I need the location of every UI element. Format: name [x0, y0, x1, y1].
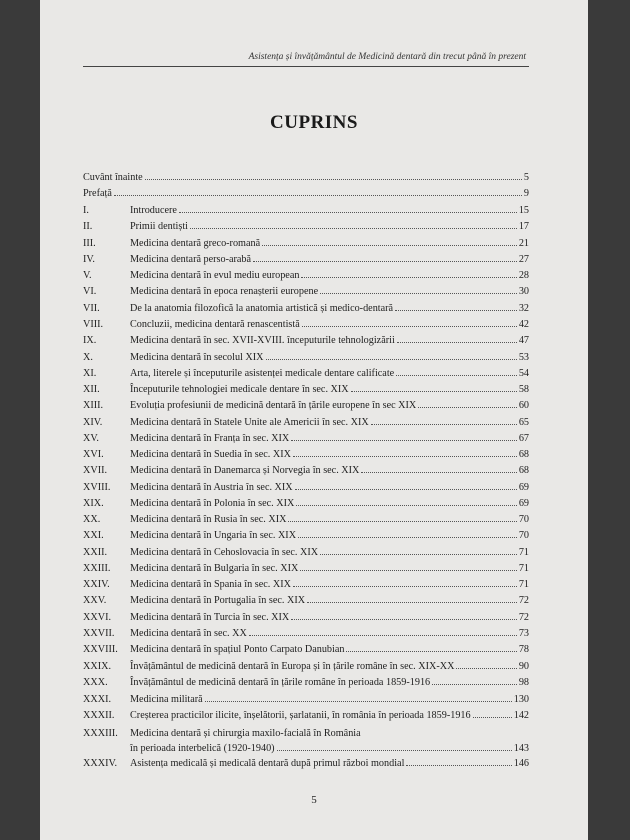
toc-entry-title: Medicina dentară în Cehoslovacia în sec. XIX — [130, 547, 319, 558]
toc-entry-number: VII. — [83, 303, 100, 314]
toc-entry-title: Medicina dentară în sec. XVII-XVIII. începuturile tehnologizării — [130, 335, 395, 346]
toc-entry-number: V. — [83, 270, 92, 281]
toc-entry-page: 71 — [518, 547, 529, 558]
toc-entry-page: 54 — [518, 368, 529, 379]
toc-leader-dots — [291, 619, 517, 620]
toc-entry-title: Creșterea practicilor ilicite, înșelătorii, șarlatanii, în românia în perioada 1859-1916 — [130, 710, 471, 721]
toc-entry — [83, 234, 529, 249]
toc-entry-page: 27 — [518, 254, 529, 265]
toc-entry-title: Primii dentiști — [130, 221, 189, 232]
toc-entry-title: Medicina dentară în Bulgaria în sec. XIX — [130, 563, 299, 574]
toc-entry — [83, 559, 529, 574]
toc-entry — [83, 510, 529, 525]
toc-entry-number: XXIV. — [83, 579, 110, 590]
toc-entry-page: 42 — [518, 319, 529, 330]
toc-entry — [83, 526, 529, 541]
toc-entry-page: 78 — [518, 644, 529, 655]
toc-entry-title: Concluzii, medicina dentară renascentistă — [130, 319, 300, 330]
toc-leader-dots — [288, 521, 516, 522]
toc-entry-number: XXXI. — [83, 694, 112, 705]
toc-leader-dots — [397, 342, 517, 343]
toc-entry-page: 73 — [518, 628, 529, 639]
toc-leader-dots — [205, 701, 512, 702]
toc-entry-title: Medicina dentară în Statele Unite ale Americii în sec. XIX — [130, 417, 369, 428]
toc-entry — [83, 266, 529, 281]
toc-leader-dots — [320, 293, 517, 294]
toc-entry-number: XIV. — [83, 417, 103, 428]
toc-entry-page: 58 — [518, 384, 529, 395]
toc-entry-page: 17 — [518, 221, 529, 232]
toc-entry-title: Medicina dentară greco-romană — [130, 238, 261, 249]
toc-entry-title: Medicina dentară în secolul XIX — [130, 352, 264, 363]
toc-entry-page: 71 — [518, 579, 529, 590]
toc-entry-title: Medicina dentară în Turcia în sec. XIX — [130, 612, 290, 623]
toc-entry — [83, 201, 529, 216]
toc-entry-number: VIII. — [83, 319, 104, 330]
toc-entry-page: 90 — [518, 661, 529, 672]
toc-leader-dots — [262, 245, 517, 246]
toc-entry-number: II. — [83, 221, 93, 232]
toc-entry-page: 60 — [518, 400, 529, 411]
toc-entry — [83, 282, 529, 297]
toc-entry-title: Medicina dentară în epoca renașterii europene — [130, 286, 319, 297]
toc-entry — [83, 724, 529, 739]
toc-entry-title-continued: în perioada interbelică (1920-1940) — [130, 743, 275, 754]
toc-leader-dots — [396, 375, 517, 376]
toc-entry — [83, 673, 529, 688]
book-page — [40, 0, 588, 840]
toc-entry-title: Medicina dentară și chirurgia maxilo-facială în România — [130, 728, 361, 739]
toc-leader-dots — [277, 750, 512, 751]
toc-entry-number: X. — [83, 352, 93, 363]
toc-entry-page: 70 — [518, 514, 529, 525]
page-number: 5 — [311, 794, 317, 806]
toc-entry-title: Medicina dentară în evul mediu european — [130, 270, 300, 281]
toc-leader-dots — [249, 635, 517, 636]
toc-entry-page: 68 — [518, 449, 529, 460]
toc-entry-continuation — [83, 739, 529, 754]
toc-entry-number: XXI. — [83, 530, 104, 541]
toc-leader-dots — [346, 651, 516, 652]
toc-entry-number: XXIX. — [83, 661, 112, 672]
toc-entry-title: Medicina dentară în Danemarca și Norvegia în sec. XIX — [130, 465, 360, 476]
toc-entry-page: 69 — [518, 482, 529, 493]
toc-leader-dots — [253, 261, 517, 262]
toc-entry-number: XXII. — [83, 547, 108, 558]
toc-entry — [83, 706, 529, 721]
toc-entry-number: XXXII. — [83, 710, 115, 721]
toc-entry — [83, 315, 529, 330]
toc-entry-page: 53 — [518, 352, 529, 363]
toc-entry-number: XI. — [83, 368, 97, 379]
toc-entry-page: 68 — [518, 465, 529, 476]
toc-leader-dots — [418, 407, 517, 408]
toc-entry — [83, 299, 529, 314]
toc-leader-dots — [296, 505, 516, 506]
toc-entry-title: De la anatomia filozofică la anatomia artistică și medico-dentară — [130, 303, 394, 314]
toc-entry-number: XXVII. — [83, 628, 115, 639]
toc-entry-number: XXIII. — [83, 563, 111, 574]
toc-entry-number: I. — [83, 205, 89, 216]
toc-entry — [83, 624, 529, 639]
toc-entry — [83, 217, 529, 232]
toc-entry-page: 142 — [513, 710, 529, 721]
toc-entry-page: 5 — [523, 172, 529, 183]
toc-entry — [83, 543, 529, 558]
toc-entry-title: Medicina dentară în Spania în sec. XIX — [130, 579, 291, 590]
toc-entry — [83, 168, 529, 183]
running-header: Asistența și învățământul de Medicină dentară din trecut până în prezent — [248, 52, 526, 62]
toc-leader-dots — [320, 554, 517, 555]
toc-entry-page: 98 — [518, 677, 529, 688]
toc-leader-dots — [179, 212, 517, 213]
toc-entry — [83, 608, 529, 623]
toc-entry-page: 143 — [513, 743, 529, 754]
toc-entry — [83, 494, 529, 509]
toc-leader-dots — [406, 765, 511, 766]
toc-entry-number: XVII. — [83, 465, 108, 476]
toc-entry-page: 65 — [518, 417, 529, 428]
toc-entry — [83, 380, 529, 395]
toc-entry-title: Medicina militară — [130, 694, 203, 705]
toc-entry-number: XV. — [83, 433, 99, 444]
toc-entry-title: Prefață — [83, 188, 112, 199]
toc-entry-number: III. — [83, 238, 96, 249]
toc-entry-title: Medicina dentară în sec. XX — [130, 628, 247, 639]
toc-entry-title: Medicina dentară în Rusia în sec. XIX — [130, 514, 287, 525]
toc-entry-number: XXVIII. — [83, 644, 118, 655]
toc-leader-dots — [145, 179, 522, 180]
toc-entry-page: 72 — [518, 595, 529, 606]
toc-entry-number: XXVI. — [83, 612, 112, 623]
toc-leader-dots — [295, 489, 517, 490]
toc-leader-dots — [351, 391, 517, 392]
toc-entry — [83, 754, 529, 769]
toc-entry-title: Medicina dentară în Franța în sec. XIX — [130, 433, 290, 444]
toc-entry-page: 30 — [518, 286, 529, 297]
toc-entry-page: 70 — [518, 530, 529, 541]
toc-entry-number: XVI. — [83, 449, 104, 460]
toc-leader-dots — [190, 228, 517, 229]
toc-leader-dots — [291, 440, 517, 441]
toc-entry-number: XXXIV. — [83, 758, 118, 769]
toc-entry-number: VI. — [83, 286, 97, 297]
toc-entry — [83, 640, 529, 655]
toc-entry-title: Asistența medicală și medicală dentară după primul război mondial — [130, 758, 405, 769]
toc-entry-page: 71 — [518, 563, 529, 574]
toc-entry-title: Introducere — [130, 205, 177, 216]
toc-entry-number: XIX. — [83, 498, 104, 509]
toc-entry — [83, 364, 529, 379]
toc-entry-page: 21 — [518, 238, 529, 249]
toc-leader-dots — [298, 537, 517, 538]
toc-entry-page: 28 — [518, 270, 529, 281]
toc-leader-dots — [114, 195, 522, 196]
toc-entry — [83, 348, 529, 363]
toc-entry — [83, 461, 529, 476]
toc-entry-page: 67 — [518, 433, 529, 444]
toc-entry — [83, 478, 529, 493]
toc-entry — [83, 396, 529, 411]
toc-leader-dots — [432, 684, 517, 685]
toc-entry-number: XII. — [83, 384, 100, 395]
toc-entry — [83, 184, 529, 199]
toc-entry-title: Medicina dentară în spațiul Ponto Carpato Danubian — [130, 644, 345, 655]
toc-entry-page: 47 — [518, 335, 529, 346]
toc-entry — [83, 413, 529, 428]
toc-entry — [83, 575, 529, 590]
toc-entry — [83, 331, 529, 346]
toc-leader-dots — [307, 602, 517, 603]
toc-entry-page: 15 — [518, 205, 529, 216]
toc-entry-page: 146 — [513, 758, 529, 769]
toc-entry-page: 32 — [518, 303, 529, 314]
toc-entry-page: 69 — [518, 498, 529, 509]
toc-entry-title: Arta, literele și începuturile asistenței medicale dentare calificate — [130, 368, 395, 379]
toc-entry-title: Medicina dentară în Austria în sec. XIX — [130, 482, 293, 493]
toc-entry-number: XX. — [83, 514, 101, 525]
toc-entry-page: 130 — [513, 694, 529, 705]
toc-entry-number: XXX. — [83, 677, 108, 688]
toc-leader-dots — [456, 668, 516, 669]
toc-entry-page: 9 — [523, 188, 529, 199]
header-rule — [83, 66, 529, 67]
toc-entry-number: IX. — [83, 335, 97, 346]
toc-entry — [83, 591, 529, 606]
toc-leader-dots — [302, 326, 517, 327]
toc-entry — [83, 690, 529, 705]
toc-leader-dots — [371, 424, 517, 425]
toc-entry — [83, 657, 529, 672]
toc-leader-dots — [395, 310, 517, 311]
toc-entry — [83, 429, 529, 444]
toc-leader-dots — [300, 570, 516, 571]
toc-leader-dots — [301, 277, 516, 278]
toc-entry-title: Medicina dentară în Suedia în sec. XIX — [130, 449, 291, 460]
toc-leader-dots — [361, 472, 516, 473]
toc-leader-dots — [266, 359, 517, 360]
toc-entry-title: Începuturile tehnologiei medicale dentare în sec. XIX — [130, 384, 349, 395]
toc-entry-title: Învățământul de medicină dentară în Europa și în țările române în sec. XIX-XX — [130, 661, 455, 672]
toc-leader-dots — [293, 456, 517, 457]
toc-entry-title: Învățământul de medicină dentară în țările române în perioada 1859-1916 — [130, 677, 431, 688]
toc-entry-title: Cuvânt înainte — [83, 172, 143, 183]
toc-entry-title: Medicina dentară perso-arabă — [130, 254, 252, 265]
toc-entry-title: Evoluția profesiunii de medicină dentară în țările europene în sec XIX — [130, 400, 417, 411]
toc-entry-page: 72 — [518, 612, 529, 623]
toc-leader-dots — [473, 717, 512, 718]
toc-entry-title: Medicina dentară în Ungaria în sec. XIX — [130, 530, 297, 541]
toc-entry-title: Medicina dentară în Polonia în sec. XIX — [130, 498, 295, 509]
toc-entry — [83, 445, 529, 460]
toc-entry-title: Medicina dentară în Portugalia în sec. XIX — [130, 595, 306, 606]
toc-entry-number: XXXIII. — [83, 728, 118, 739]
page-title: CUPRINS — [270, 112, 358, 133]
toc-entry-number: XIII. — [83, 400, 104, 411]
toc-leader-dots — [293, 586, 517, 587]
toc-entry-number: XVIII. — [83, 482, 111, 493]
toc-entry-number: IV. — [83, 254, 95, 265]
toc-entry — [83, 250, 529, 265]
toc-entry-number: XXV. — [83, 595, 107, 606]
